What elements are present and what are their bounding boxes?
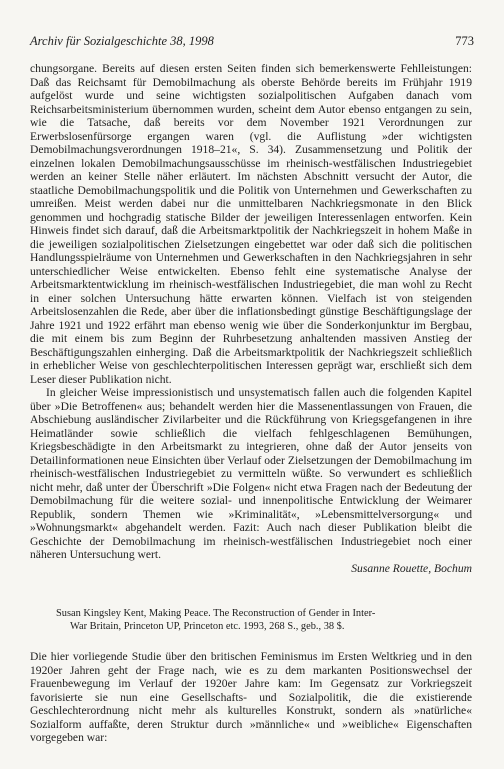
- running-head: [30, 34, 474, 48]
- paragraph: Die hier vorliegende Studie über den britischen Feminismus im Ersten Weltkrieg und in den 1920er Jahren geht der Frage nach, wie es zu dem markanten Positionswechsel der Frauenbewegung im Verlauf der 1920er Jahre kam: Im Gegensatz zur Vorkriegszeit favorisierte sie nun eine Gesellschafts- und Sozialpolitik, die die existierende Geschlechterordnung nicht mehr als kulturelles Konstrukt, sondern als »natürliche« Sozialform auffaßte, deren Struktur durch »männliche« und »weibliche« Eigenschaften vorgegeben war:: [30, 650, 472, 744]
- bibliographic-entry: [56, 607, 472, 633]
- paragraph: chungsorgane. Bereits auf diesen ersten Seiten finden sich bemerkenswerte Fehlleistungen: Daß das Reichsamt für Demobilmachung als oberste Behörde bereits im Frühjahr 1919 aufgelöst wurde und seine wichtigsten sozialpolitischen Aufgaben danach vom Reichsarbeitsministerium übernommen wurden, scheint dem Autor ebenso entgangen zu sein, wie die Tatsache, daß bereits vor dem November 1921 Verordnungen zur Erwerbslosenfürsorge ergangen waren (vgl. die Auflistung »der wichtigsten Demobilmachungsverordnungen 1918–21«, S. 34). Zusammensetzung und Politik der einzelnen lokalen Demobilmachungsausschüsse im rheinisch-westfälischen Industriegebiet werden an keiner Stelle näher erläutert. Im nächsten Abschnitt versucht der Autor, die staatliche Demobilmachungspolitik und die Politik von Unternehmen und Gewerkschaften zu umreißen. Meist werden dabei nur die unmittelbaren Nachkriegsmonate in den Blick genommen und hochgradig statische Bilder der jeweiligen Interessenlagen entworfen. Kein Hinweis findet sich darauf, daß die Arbeitsmarktpolitik der Nachkriegszeit in hohem Maße in die jeweiligen sozialpolitischen Zielsetzungen eingebettet war oder daß sich die politischen Handlungsspielräume von Unternehmen und Gewerkschaften in den Nachkriegsjahren in sehr unterschiedlicher Weise entwickelten. Ebenso fehlt eine systematische Analyse der Arbeitsmarktentwicklung im rheinisch-westfälischen Industriegebiet, die man wohl zu Recht in einer solchen Untersuchung hätte erwarten können. Vielfach ist von steigenden Arbeitslosenzahlen die Rede, aber über die inflationsbedingt günstige Beschäftigungslage der Jahre 1921 und 1922 erfährt man ebenso wenig wie über die Sonderkonjunktur im Bergbau, die mit einem bis zum Beginn der Ruhrbesetzung anhaltenden massiven Anstieg der Beschäftigungszahlen einherging. Daß die Arbeitsmarktpolitik der Nachkriegszeit schließlich in erheblicher Weise von geschlechterpolitischen Interessen geprägt war, erschließt sich dem Leser dieser Publikation nicht.: [30, 62, 472, 386]
- paragraph: In gleicher Weise impressionistisch und unsystematisch fallen auch die folgenden Kapitel über »Die Betroffenen« aus; behandelt werden hier die Massenentlassungen von Frauen, die Abschiebung ausländischer Zivilarbeiter und die Rückführung von Kriegsgefangenen in ihre Heimatländer sowie schließlich die vielfach fehlgeschlagenen Bemühungen, Kriegsbeschädigte in den Arbeitsmarkt zu integrieren, ohne daß der Autor jenseits von Detailinformationen neue Einsichten über Verlauf oder Zielsetzungen der Demobilmachung im rheinisch-westfälischen Industriegebiet zu vermitteln wüßte. So verwundert es schließlich nicht mehr, daß unter der Überschrift »Die Folgen« nicht etwa Fragen nach der Bedeutung der Demobilmachung für die weitere sozial- und innenpolitische Entwicklung der Weimarer Republik, sondern Themen wie »Kriminalität«, »Lebensmittelversorgung« und »Wohnungsmarkt« abgehandelt werden. Fazit: Auch nach dieser Publikation bleibt die Geschichte der Demobilmachung im rheinisch-westfälischen Industriegebiet noch einer näheren Untersuchung wert.: [30, 386, 472, 561]
- journal-title: Archiv für Sozialgeschichte 38, 1998: [30, 34, 214, 48]
- reviewer-signature: Susanne Rouette, Bochum: [351, 561, 472, 575]
- bib-line: War Britain, Princeton UP, Princeton etc. 1993, 268 S., geb., 38 $.: [70, 621, 345, 632]
- new-review: [30, 650, 472, 745]
- bib-line: Susan Kingsley Kent, Making Peace. The Reconstruction of Gender in Inter-: [56, 608, 376, 619]
- page-number: 773: [455, 34, 474, 48]
- review-continuation: [30, 62, 472, 575]
